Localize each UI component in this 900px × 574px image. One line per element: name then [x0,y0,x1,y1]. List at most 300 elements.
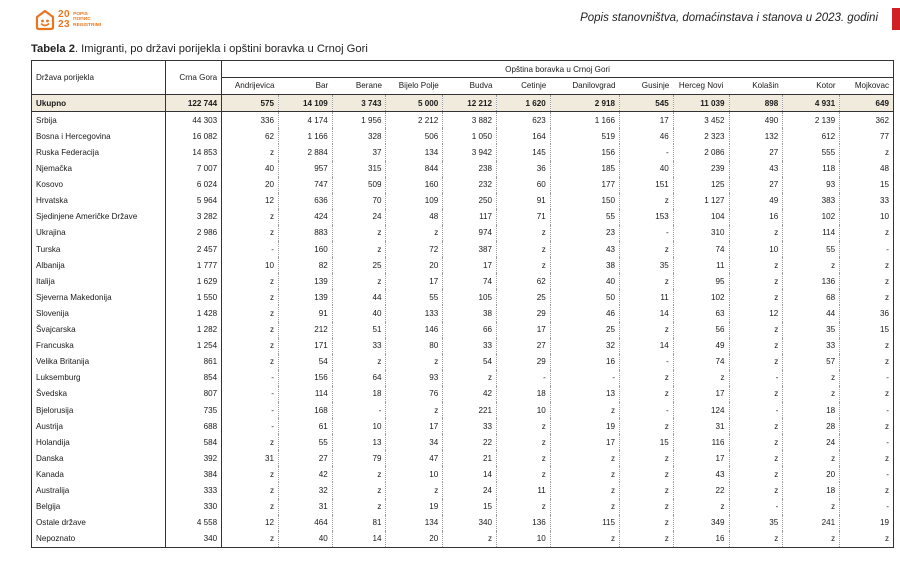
value-cell: 43 [550,241,619,257]
value-cell: 55 [550,209,619,225]
value-cell: z [443,370,497,386]
value-cell: z [620,370,674,386]
value-cell: 883 [279,225,333,241]
total-cell: 807 [166,386,222,402]
value-cell: 55 [279,434,333,450]
value-cell: 10 [497,531,551,548]
total-cell: 7 007 [166,161,222,177]
value-cell: 95 [673,273,729,289]
table-row [32,386,894,402]
value-cell: 31 [222,450,279,466]
value-cell: z [840,273,894,289]
value-cell: 35 [783,322,840,338]
value-cell: 974 [443,225,497,241]
immigrants-table [31,60,894,548]
value-cell: 11 [620,289,674,305]
value-cell: 14 [620,305,674,321]
table-row [32,112,894,129]
value-cell: 32 [279,482,333,498]
table-row [32,193,894,209]
table-row [32,289,894,305]
total-cell: 340 [166,531,222,548]
table-row [32,482,894,498]
value-cell: z [620,193,674,209]
value-cell: 25 [497,289,551,305]
header-municipality: Bijelo Polje [386,78,443,95]
logo-year: 20 23 [58,9,71,30]
country-cell: Sjeverna Makedonija [32,289,166,305]
total-cell: 2 986 [166,225,222,241]
value-cell: 18 [783,482,840,498]
value-cell: z [840,450,894,466]
value-cell: 38 [443,305,497,321]
value-cell: 18 [497,386,551,402]
table-row [32,161,894,177]
header-country: Država porijekla [32,61,166,95]
country-cell: Ukupno [32,95,166,112]
value-cell: 81 [332,515,386,531]
total-row [32,95,894,112]
value-cell: z [620,386,674,402]
value-cell: 116 [673,434,729,450]
value-cell: z [783,499,840,515]
total-cell: 333 [166,482,222,498]
value-cell: 134 [386,515,443,531]
header-municipality: Mojkovac [840,78,894,95]
table-row [32,370,894,386]
value-cell: 40 [279,531,333,548]
value-cell: 132 [729,128,783,144]
value-cell: 362 [840,112,894,129]
page-header [0,0,900,38]
value-cell: 37 [332,144,386,160]
total-cell: 1 282 [166,322,222,338]
value-cell: z [729,289,783,305]
value-cell: - [620,402,674,418]
country-cell: Albanija [32,257,166,273]
value-cell: 54 [279,354,333,370]
value-cell: 17 [443,257,497,273]
value-cell: 93 [783,177,840,193]
value-cell: - [840,241,894,257]
value-cell: 109 [386,193,443,209]
value-cell: 76 [386,386,443,402]
value-cell: z [332,273,386,289]
value-cell: z [840,257,894,273]
total-cell: 1 777 [166,257,222,273]
value-cell: 15 [840,177,894,193]
value-cell: z [840,144,894,160]
value-cell: 349 [673,515,729,531]
value-cell: z [222,354,279,370]
value-cell: 50 [550,289,619,305]
value-cell: 31 [279,499,333,515]
value-cell: 71 [497,209,551,225]
value-cell: - [497,370,551,386]
value-cell: z [497,499,551,515]
country-cell: Holandija [32,434,166,450]
value-cell: z [222,273,279,289]
value-cell: 118 [783,161,840,177]
total-cell: 330 [166,499,222,515]
country-cell: Belgija [32,499,166,515]
value-cell: 14 [332,531,386,548]
value-cell: 33 [840,193,894,209]
value-cell: 146 [386,322,443,338]
country-cell: Danska [32,450,166,466]
country-cell: Australija [32,482,166,498]
value-cell: 44 [783,305,840,321]
value-cell: 383 [783,193,840,209]
value-cell: - [840,466,894,482]
value-cell: 844 [386,161,443,177]
value-cell: 27 [729,177,783,193]
value-cell: z [729,225,783,241]
value-cell: 46 [620,128,674,144]
value-cell: 13 [550,386,619,402]
value-cell: z [550,466,619,482]
value-cell: 16 [550,354,619,370]
value-cell: 232 [443,177,497,193]
value-cell: z [222,144,279,160]
country-cell: Sjedinjene Američke Države [32,209,166,225]
value-cell: 156 [279,370,333,386]
value-cell: z [620,482,674,498]
value-cell: 14 [443,466,497,482]
value-cell: 336 [222,112,279,129]
value-cell: 555 [783,144,840,160]
value-cell: 27 [729,144,783,160]
value-cell: 12 [222,193,279,209]
table-row [32,338,894,354]
value-cell: 29 [497,305,551,321]
value-cell: z [386,402,443,418]
value-cell: z [729,257,783,273]
value-cell: 42 [443,386,497,402]
value-cell: z [386,225,443,241]
header-accent-bar [892,8,900,30]
value-cell: 10 [729,241,783,257]
value-cell: 40 [222,161,279,177]
value-cell: 150 [550,193,619,209]
value-cell: 464 [279,515,333,531]
value-cell: 15 [840,322,894,338]
value-cell: 68 [783,289,840,305]
value-cell: z [550,499,619,515]
value-cell: 33 [443,418,497,434]
value-cell: 19 [386,499,443,515]
value-cell: 10 [332,418,386,434]
value-cell: 20 [783,466,840,482]
country-cell: Švajcarska [32,322,166,338]
value-cell: z [222,466,279,482]
value-cell: 3 882 [443,112,497,129]
total-cell: 392 [166,450,222,466]
value-cell: z [620,241,674,257]
total-cell: 16 082 [166,128,222,144]
value-cell: z [386,482,443,498]
census-logo [34,8,101,32]
value-cell: 104 [673,209,729,225]
value-cell: 115 [550,515,619,531]
value-cell: 636 [279,193,333,209]
value-cell: z [332,466,386,482]
value-cell: 33 [443,338,497,354]
value-cell: 22 [443,434,497,450]
value-cell: 35 [620,257,674,273]
value-cell: 1 166 [550,112,619,129]
value-cell: 16 [673,531,729,548]
value-cell: 160 [386,177,443,193]
value-cell: 66 [443,322,497,338]
value-cell: 72 [386,241,443,257]
value-cell: z [332,241,386,257]
value-cell: z [497,225,551,241]
value-cell: 519 [550,128,619,144]
value-cell: 28 [783,418,840,434]
value-cell: z [332,225,386,241]
value-cell: 62 [222,128,279,144]
table-row [32,257,894,273]
value-cell: 328 [332,128,386,144]
value-cell: z [840,289,894,305]
value-cell: 20 [386,257,443,273]
value-cell: 48 [840,161,894,177]
country-cell: Luksemburg [32,370,166,386]
value-cell: 11 [497,482,551,498]
value-cell: 17 [386,273,443,289]
value-cell: z [443,531,497,548]
header-municipality: Berane [332,78,386,95]
value-cell: 490 [729,112,783,129]
value-cell: - [222,418,279,434]
value-cell: z [729,531,783,548]
value-cell: 57 [783,354,840,370]
value-cell: 25 [332,257,386,273]
value-cell: 21 [443,450,497,466]
value-cell: z [222,225,279,241]
value-cell: - [222,241,279,257]
value-cell: 93 [386,370,443,386]
table-row [32,402,894,418]
total-cell: 854 [166,370,222,386]
value-cell: 105 [443,289,497,305]
value-cell: z [222,338,279,354]
value-cell: 23 [550,225,619,241]
value-cell: 11 039 [673,95,729,112]
table-caption [31,43,368,55]
value-cell: 134 [386,144,443,160]
value-cell: 117 [443,209,497,225]
value-cell: 22 [673,482,729,498]
value-cell: 18 [332,386,386,402]
value-cell: z [729,450,783,466]
header-municipality: Herceg Novi [673,78,729,95]
value-cell: 74 [673,241,729,257]
value-cell: 33 [332,338,386,354]
value-cell: 44 [332,289,386,305]
value-cell: 12 [222,515,279,531]
value-cell: z [550,402,619,418]
header-municipality: Kolašin [729,78,783,95]
value-cell: z [840,482,894,498]
value-cell: 64 [332,370,386,386]
table-row [32,273,894,289]
value-cell: 33 [783,338,840,354]
value-cell: z [729,273,783,289]
country-cell: Velika Britanija [32,354,166,370]
country-cell: Ruska Federacija [32,144,166,160]
country-cell: Kanada [32,466,166,482]
value-cell: 91 [497,193,551,209]
value-cell: z [783,531,840,548]
value-cell: z [497,450,551,466]
total-cell: 688 [166,418,222,434]
value-cell: 55 [783,241,840,257]
value-cell: 1 166 [279,128,333,144]
value-cell: z [332,354,386,370]
country-cell: Italija [32,273,166,289]
value-cell: z [497,241,551,257]
value-cell: 957 [279,161,333,177]
country-cell: Francuska [32,338,166,354]
value-cell: - [840,434,894,450]
value-cell: 17 [620,112,674,129]
country-cell: Hrvatska [32,193,166,209]
value-cell: z [783,370,840,386]
total-cell: 584 [166,434,222,450]
value-cell: 19 [550,418,619,434]
value-cell: 70 [332,193,386,209]
country-cell: Ukrajina [32,225,166,241]
value-cell: 10 [840,209,894,225]
value-cell: 10 [386,466,443,482]
value-cell: 15 [443,499,497,515]
header-municipality: Gusinje [620,78,674,95]
value-cell: 60 [497,177,551,193]
value-cell: z [729,482,783,498]
value-cell: 82 [279,257,333,273]
value-cell: 3 743 [332,95,386,112]
value-cell: z [620,531,674,548]
value-cell: z [222,482,279,498]
value-cell: 315 [332,161,386,177]
value-cell: 77 [840,128,894,144]
value-cell: z [840,418,894,434]
value-cell: z [783,386,840,402]
value-cell: z [222,434,279,450]
header-municipality: Bar [279,78,333,95]
value-cell: 13 [332,434,386,450]
total-cell: 384 [166,466,222,482]
value-cell: 55 [386,289,443,305]
total-cell: 861 [166,354,222,370]
value-cell: 124 [673,402,729,418]
value-cell: 34 [386,434,443,450]
country-cell: Švedska [32,386,166,402]
value-cell: 133 [386,305,443,321]
value-cell: 40 [332,305,386,321]
value-cell: 14 [620,338,674,354]
value-cell: z [497,434,551,450]
value-cell: z [729,386,783,402]
table-row [32,209,894,225]
value-cell: 43 [729,161,783,177]
value-cell: 5 000 [386,95,443,112]
table-row [32,322,894,338]
value-cell: z [620,273,674,289]
value-cell: 168 [279,402,333,418]
value-cell: z [673,370,729,386]
value-cell: - [620,225,674,241]
total-cell: 14 853 [166,144,222,160]
header-municipality: Danilovgrad [550,78,619,95]
country-cell: Nepoznato [32,531,166,548]
table-row [32,450,894,466]
value-cell: 3 452 [673,112,729,129]
value-cell: z [550,482,619,498]
total-cell: 1 254 [166,338,222,354]
value-cell: 136 [497,515,551,531]
value-cell: 3 942 [443,144,497,160]
value-cell: 27 [497,338,551,354]
table-row [32,499,894,515]
value-cell: 102 [783,209,840,225]
value-cell: 24 [332,209,386,225]
country-cell: Turska [32,241,166,257]
table-row [32,354,894,370]
value-cell: 17 [497,322,551,338]
table-body [32,95,894,548]
value-cell: 612 [783,128,840,144]
header-municipality: Andrijevica [222,78,279,95]
value-cell: 36 [840,305,894,321]
table-row [32,515,894,531]
value-cell: 139 [279,289,333,305]
value-cell: z [222,322,279,338]
value-cell: z [620,515,674,531]
table-row [32,418,894,434]
value-cell: 340 [443,515,497,531]
table-row [32,225,894,241]
value-cell: 241 [783,515,840,531]
value-cell: 747 [279,177,333,193]
value-cell: 16 [729,209,783,225]
value-cell: 17 [386,418,443,434]
header-municipality: Cetinje [497,78,551,95]
value-cell: 310 [673,225,729,241]
value-cell: 250 [443,193,497,209]
value-cell: 114 [279,386,333,402]
country-cell: Kosovo [32,177,166,193]
value-cell: 898 [729,95,783,112]
table-row [32,466,894,482]
country-cell: Ostale države [32,515,166,531]
value-cell: 2 918 [550,95,619,112]
value-cell: 10 [222,257,279,273]
value-cell: z [332,499,386,515]
value-cell: z [729,322,783,338]
value-cell: - [840,370,894,386]
table-row [32,177,894,193]
value-cell: 212 [279,322,333,338]
value-cell: z [222,499,279,515]
value-cell: z [729,434,783,450]
value-cell: 25 [550,322,619,338]
value-cell: 114 [783,225,840,241]
total-cell: 735 [166,402,222,418]
value-cell: 171 [279,338,333,354]
